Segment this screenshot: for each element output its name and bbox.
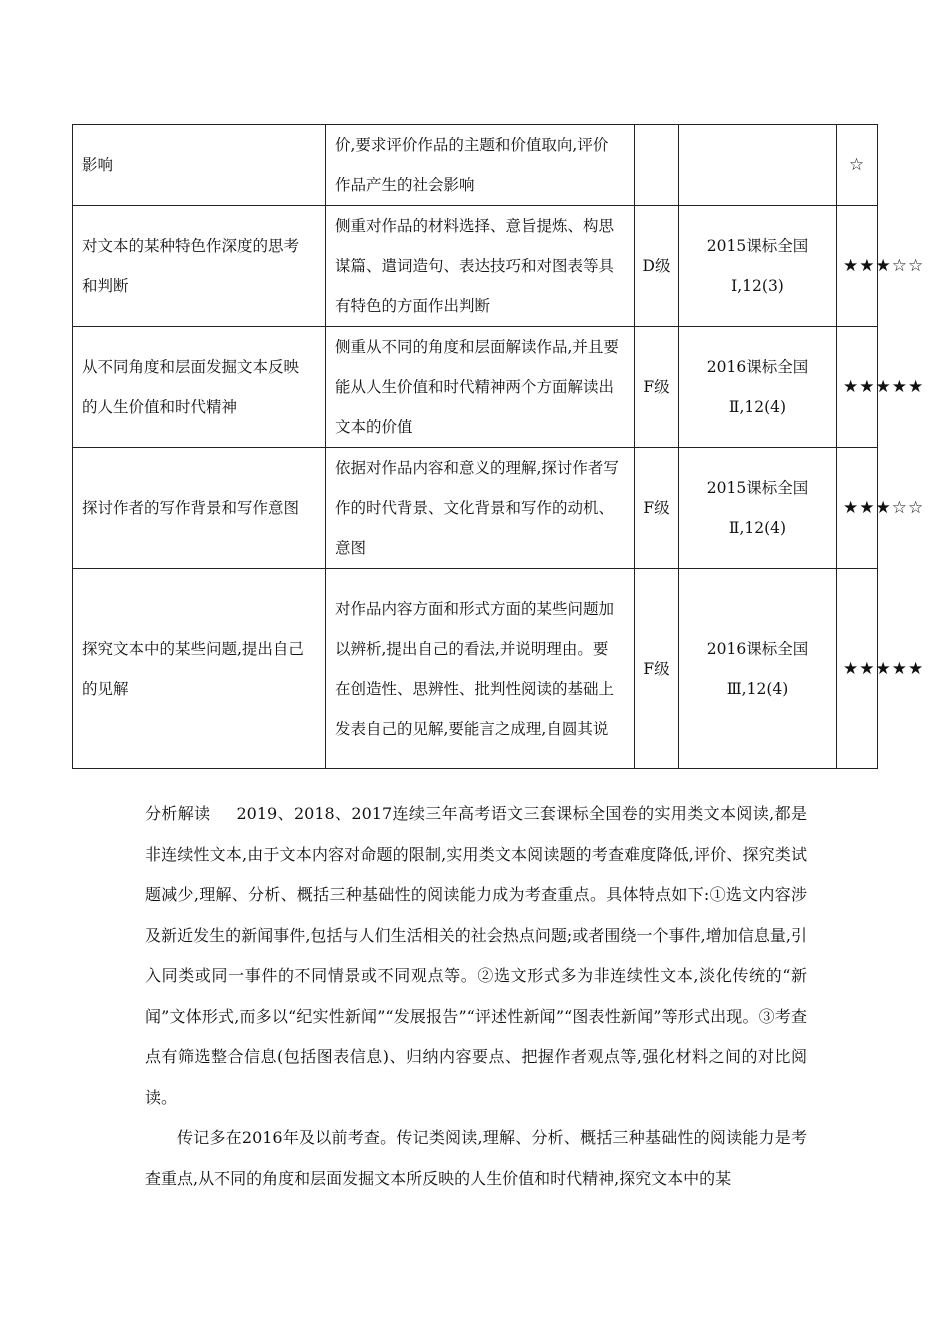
skill-text: 探究文本中的某些问题,提出自己的见解 (82, 639, 304, 698)
table-row (73, 569, 878, 769)
level-text: F级 (643, 378, 670, 396)
table-row (73, 327, 878, 448)
description-text: 侧重从不同的角度和层面解读作品,并且要能从人生价值和时代精神两个方面解读出文本的价值 (335, 338, 619, 436)
skill-cell (73, 206, 326, 327)
skill-cell (73, 327, 326, 448)
skill-cell (73, 125, 326, 206)
level-text: F级 (643, 659, 670, 678)
skill-cell (73, 569, 326, 769)
description-text: 价,要求评价作品的主题和价值取向,评价作品产生的社会影响 (335, 136, 609, 194)
exam-cell (679, 125, 837, 206)
star-rating: ☆ (848, 155, 866, 175)
table-row (73, 125, 878, 206)
skill-cell (73, 448, 326, 569)
exam-cell (679, 206, 837, 327)
description-cell (326, 569, 635, 769)
level-cell (635, 327, 679, 448)
exam-skill-table (72, 124, 925, 769)
exam-cell (679, 327, 837, 448)
star-rating: ★★★☆☆ (843, 498, 925, 518)
exam-text: 2015课标全国Ⅰ,12(3) (706, 237, 809, 295)
rating-cell (837, 125, 878, 206)
analysis-text: 2019、2018、2017连续三年高考语文三套课标全国卷的实用类文本阅读,都是非连续性文本,由于文本内容对命题的限制,实用类文本阅读题的考查难度降低,评价、探究类试题减少,理解、分析、概括三种基础性的阅读能力成为考查重点。具体特点如下:①选文内容涉及新近发生的新闻事件,包括与人们生活相关的社会热点问题;或者围绕一个事件,增加信息量,引入同类或同一事件的不同情景或不同观点等。②选文形式多为非连续性文本,淡化传统的“新闻”文体形式,而多以“纪实性新闻”“发展报告”“评述性新闻”“图表性新闻”等形式出现。③考查点有筛选整合信息(包括图表信息)、归纳内容要点、把握作者观点等,强化材料之间的对比阅读。 (145, 804, 807, 1107)
analysis-section (145, 794, 807, 1199)
level-text: D级 (642, 257, 671, 275)
star-rating: ★★★★★ (843, 377, 925, 397)
exam-text: 2015课标全国Ⅱ,12(4) (706, 479, 809, 537)
level-cell (635, 125, 679, 206)
analysis-lead: 分析解读 (145, 804, 211, 823)
description-text: 对作品内容方面和形式方面的某些问题加以辨析,提出自己的看法,并说明理由。要在创造性、思辨性、批判性阅读的基础上发表自己的见解,要能言之成理,自圆其说 (335, 599, 615, 738)
level-cell (635, 448, 679, 569)
rating-cell (837, 448, 925, 569)
exam-cell (679, 448, 837, 569)
analysis-paragraph (145, 794, 807, 1118)
skill-table (72, 124, 925, 769)
level-text: F级 (643, 499, 670, 517)
skill-text: 探讨作者的写作背景和写作意图 (82, 499, 300, 517)
star-rating: ★★★☆☆ (843, 256, 925, 276)
description-text: 依据对作品内容和意义的理解,探讨作者写作的时代背景、文化背景和写作的动机、意图 (335, 459, 619, 557)
level-cell (635, 569, 679, 769)
rating-cell (837, 206, 925, 327)
table-row (73, 448, 878, 569)
description-cell (326, 448, 635, 569)
rating-cell (837, 327, 925, 448)
exam-text: 2016课标全国Ⅲ,12(4) (706, 639, 809, 698)
description-cell (326, 327, 635, 448)
description-cell (326, 206, 635, 327)
biography-paragraph: 传记多在2016年及以前考查。传记类阅读,理解、分析、概括三种基础性的阅读能力是考查重点,从不同的角度和层面发掘文本所反映的人生价值和时代精神,探究文本中的某 (145, 1128, 807, 1188)
exam-cell (679, 569, 837, 769)
skill-text: 从不同角度和层面发掘文本反映的人生价值和时代精神 (82, 358, 300, 416)
level-cell (635, 206, 679, 327)
exam-text: 2016课标全国Ⅱ,12(4) (706, 358, 809, 416)
skill-text: 影响 (82, 156, 114, 174)
description-cell (326, 125, 635, 206)
description-text: 侧重对作品的材料选择、意旨提炼、构思谋篇、遣词造句、表达技巧和对图表等具有特色的方面作出判断 (335, 217, 615, 315)
rating-cell (837, 569, 925, 769)
skill-text: 对文本的某种特色作深度的思考和判断 (82, 237, 300, 295)
star-rating: ★★★★★ (843, 658, 925, 679)
table-row (73, 206, 878, 327)
